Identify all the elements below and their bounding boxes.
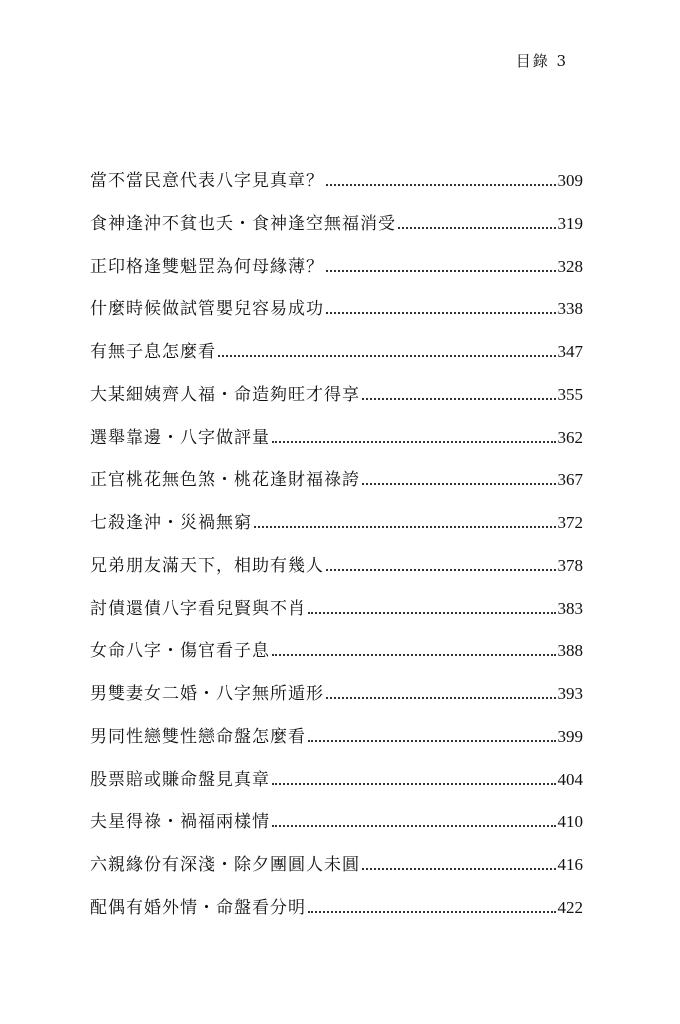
- toc-entry-page: 404: [557, 769, 583, 789]
- toc-entry: [90, 801, 583, 844]
- toc-entry-title: 正印格逢雙魁罡為何母緣薄？: [90, 256, 324, 277]
- toc-entry: [90, 160, 583, 203]
- toc-entry: [90, 716, 583, 759]
- toc-entry-page: 393: [557, 684, 583, 703]
- toc-entry-page: 383: [557, 598, 583, 618]
- toc-entry-title: 配偶有婚外情・命盤看分明: [90, 897, 306, 918]
- toc-entry-page: 367: [557, 470, 583, 490]
- toc-entry: [90, 887, 583, 930]
- toc-entry: [90, 545, 583, 588]
- toc-entry: [90, 288, 583, 331]
- toc-entry-title: 食神逢沖不貧也夭・食神逢空無福消受: [90, 213, 396, 234]
- toc-entry-title: 當不當民意代表八字見真章？: [90, 171, 324, 191]
- toc-entry-title: 七殺逢沖・災禍無窮: [90, 513, 252, 533]
- toc-entry-page: 347: [557, 342, 583, 361]
- dot-leader: [326, 184, 556, 186]
- toc-entry: [90, 502, 583, 545]
- toc-entry-title: 女命八字・傷官看子息: [90, 641, 270, 662]
- toc-entry-page: 378: [557, 555, 583, 575]
- toc-entry-page: 338: [557, 299, 583, 319]
- toc-entry-page: 399: [557, 726, 583, 746]
- toc-entry: [90, 459, 583, 502]
- toc-entry: [90, 417, 583, 460]
- toc-entry: [90, 588, 583, 631]
- dot-leader: [272, 441, 556, 443]
- dot-leader: [308, 740, 556, 742]
- toc-entry: [90, 673, 583, 716]
- toc-entry-title: 男雙妻女二婚・八字無所遁形: [90, 684, 324, 704]
- toc-entry-title: 男同性戀雙性戀命盤怎麼看: [90, 726, 306, 747]
- dot-leader: [308, 612, 556, 614]
- dot-leader: [272, 783, 556, 785]
- dot-leader: [326, 569, 556, 571]
- toc-entry-title: 夫星得祿・禍福兩樣情: [90, 812, 270, 833]
- table-of-contents: [90, 160, 583, 930]
- toc-entry-title: 六親緣份有深淺・除夕團圓人未圓: [90, 855, 360, 875]
- toc-entry: [90, 203, 583, 246]
- toc-entry-page: 309: [557, 171, 583, 190]
- toc-entry-page: 422: [557, 897, 583, 917]
- running-header: 目錄 3: [515, 52, 568, 70]
- toc-entry-title: 大某細姨齊人福・命造夠旺才得享: [90, 384, 360, 405]
- toc-entry-title: 兄弟朋友滿天下，相助有幾人: [90, 555, 324, 576]
- dot-leader: [362, 868, 556, 870]
- toc-entry: [90, 374, 583, 417]
- dot-leader: [254, 526, 556, 528]
- dot-leader: [398, 227, 556, 229]
- toc-entry-page: 372: [557, 513, 583, 532]
- dot-leader: [326, 270, 556, 272]
- toc-entry-page: 328: [557, 256, 583, 276]
- toc-entry-page: 355: [557, 384, 583, 404]
- dot-leader: [308, 911, 556, 913]
- toc-entry-title: 股票賠或賺命盤見真章: [90, 769, 270, 790]
- dot-leader: [362, 398, 556, 400]
- dot-leader: [326, 697, 556, 699]
- toc-entry-page: 416: [557, 855, 583, 874]
- toc-entry-title: 有無子息怎麼看: [90, 342, 216, 362]
- dot-leader: [362, 483, 556, 485]
- toc-entry-title: 什麼時候做試管嬰兒容易成功: [90, 299, 324, 320]
- toc-entry-title: 選舉靠邊・八字做評量: [90, 427, 270, 448]
- toc-entry: [90, 844, 583, 887]
- dot-leader: [218, 355, 556, 357]
- dot-leader: [326, 312, 556, 314]
- dot-leader: [272, 654, 556, 656]
- toc-entry-page: 388: [557, 641, 583, 661]
- toc-entry-page: 319: [557, 213, 583, 233]
- toc-entry-page: 362: [557, 427, 583, 447]
- toc-entry-title: 討債還債八字看兒賢與不肖: [90, 598, 306, 619]
- toc-entry: [90, 630, 583, 673]
- dot-leader: [272, 825, 556, 827]
- toc-entry: [90, 331, 583, 374]
- toc-entry-title: 正官桃花無色煞・桃花逢財福祿誇: [90, 470, 360, 491]
- toc-entry-page: 410: [557, 812, 583, 832]
- toc-entry: [90, 246, 583, 289]
- toc-entry: [90, 759, 583, 802]
